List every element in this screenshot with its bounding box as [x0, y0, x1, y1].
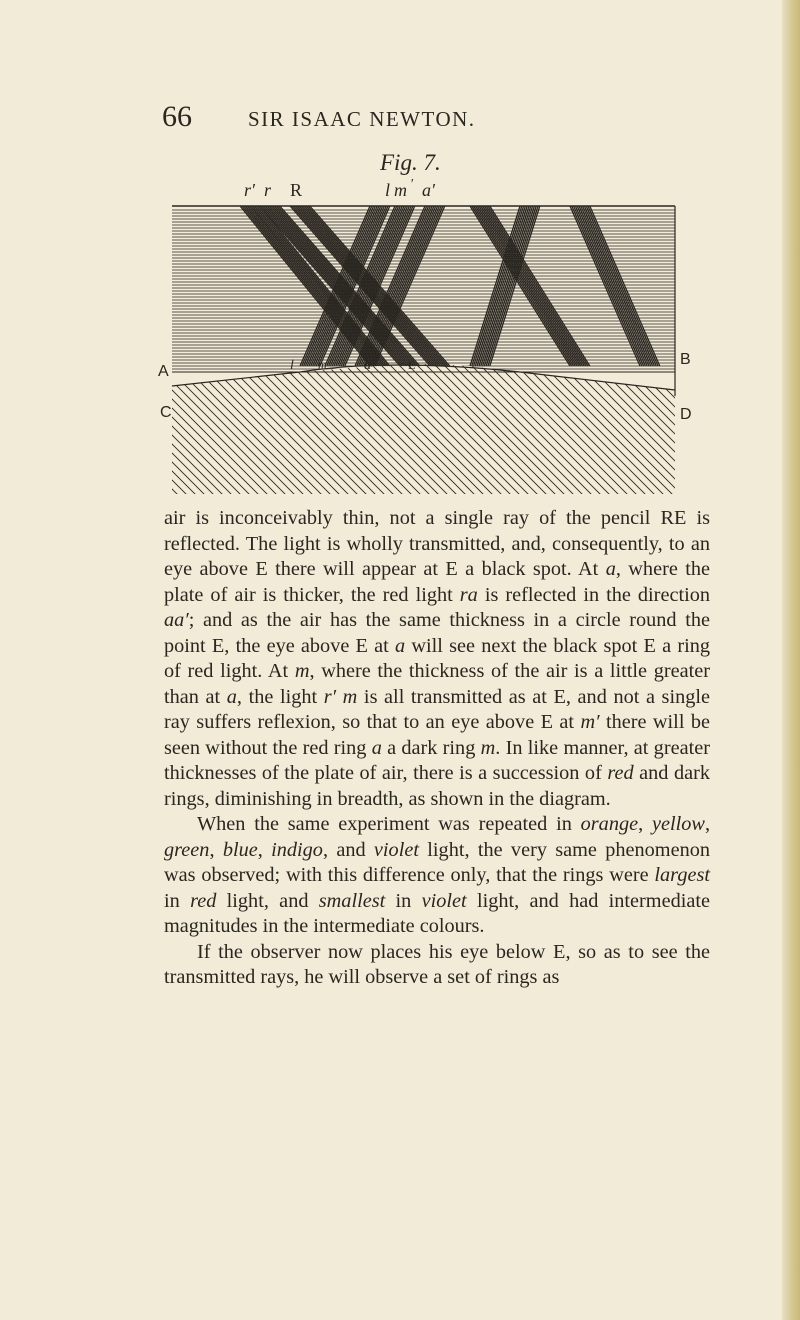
hatch-line [678, 356, 720, 496]
inner-label-E: E [408, 358, 416, 372]
hatch-line [417, 356, 557, 496]
page-edge [782, 0, 800, 1320]
italic-run: indigo [271, 838, 323, 861]
italic-run: a [226, 685, 237, 708]
text-run: ; and as the air has the same thickness in a circle round the point E, the eye above E at [164, 609, 710, 657]
text-run: will see next the black spot E a ring of red light. At [164, 634, 710, 682]
inner-label-l: l [290, 358, 294, 373]
hatch-line [534, 356, 674, 496]
text-run: there will be seen without the red ring [164, 711, 710, 759]
hatch-line [201, 356, 341, 496]
hatch-line [354, 356, 494, 496]
lower-glass-lens [140, 356, 720, 496]
text-run: , [209, 838, 223, 861]
text-run: light, the very same phenomenon was observed; with this difference only, that the rings were [164, 838, 711, 886]
hatch-line [318, 356, 458, 496]
hatch-line [687, 356, 720, 496]
hatch-line [714, 356, 720, 496]
text-run: is all transmitted as at E, and not a single ray suffers reflexion, so that to an eye above E at [164, 685, 711, 733]
italic-run: red [190, 889, 217, 912]
body-text [164, 506, 710, 991]
hatch-line [192, 356, 332, 496]
italic-run: a [605, 558, 616, 580]
text-run: , [257, 838, 272, 861]
italic-run: a [371, 736, 382, 759]
italic-run: blue [222, 838, 258, 861]
label-D: D [680, 406, 692, 423]
hatch-line [309, 356, 449, 496]
hatch-line [282, 356, 422, 496]
text-run: in [385, 889, 422, 912]
italic-run: r′ m [323, 685, 358, 708]
hatch-line [140, 356, 215, 496]
hatch-line [140, 356, 242, 496]
hatch-line [140, 356, 251, 496]
label-A: A [158, 363, 169, 380]
text-run: . In like manner, at greater thicknesses of the plate of air, there is a succession of [164, 736, 710, 784]
hatch-line [327, 356, 467, 496]
hatch-line [246, 356, 386, 496]
hatch-line [210, 356, 350, 496]
figure-caption: Fig. 7. [380, 150, 441, 175]
italic-run: green [164, 838, 210, 861]
text-run: If the observer now places his eye below E, so as to see the transmitted rays, he will observe a set of rings as [164, 940, 710, 988]
hatch-line [174, 356, 314, 496]
hatch-line [507, 356, 647, 496]
italic-run: smallest [318, 889, 386, 912]
text-run: air is inconceivably thin, not a single ray of the pencil RE is reflected. The light is wholly transmitted, and, consequently, to an eye above E there will appear at E a black spot. At [164, 507, 710, 580]
italic-run: a [395, 634, 406, 657]
text-run: light, and [216, 889, 319, 912]
hatch-line [291, 356, 431, 496]
italic-run: violet [373, 838, 419, 861]
hatch-line [156, 356, 296, 496]
label-a-prime: a′ [422, 180, 435, 200]
hatch-line [140, 356, 233, 496]
hatch-line [390, 356, 530, 496]
hatch-line [140, 356, 143, 496]
hatch-line [642, 356, 720, 496]
page-header [162, 100, 728, 134]
hatch-line [570, 356, 710, 496]
hatch-line [552, 356, 692, 496]
text-run: a dark ring [381, 736, 481, 759]
hatch-line [471, 356, 611, 496]
paragraph [164, 940, 710, 991]
paragraph [164, 812, 710, 940]
hatch-line [363, 356, 503, 496]
hatch-line [264, 356, 404, 496]
italic-run: orange [580, 813, 639, 835]
inner-label-m: m [318, 358, 327, 372]
figure-7-diagram [140, 176, 720, 496]
hatch-line [408, 356, 548, 496]
text-run: , and [322, 838, 374, 861]
hatch-line [165, 356, 305, 496]
italic-run: m [480, 736, 496, 759]
hatch-line [624, 356, 720, 496]
hatch-line [140, 356, 152, 496]
italic-run: ra [459, 583, 478, 606]
hatch-line [381, 356, 521, 496]
text-run: , where the plate of air is thicker, the red light [164, 558, 710, 606]
hatch-line [336, 356, 476, 496]
text-run: and dark rings, diminishing in breadth, as shown in the diagram. [164, 762, 710, 810]
hatch-line [525, 356, 665, 496]
inner-label-a: a [364, 358, 371, 373]
hatch-line [462, 356, 602, 496]
text-run: light, and had intermediate magnitudes in the intermediate colours. [164, 889, 710, 937]
italic-run: m′ [580, 711, 600, 733]
hatch-line [660, 356, 720, 496]
text-run: , the light [236, 685, 324, 708]
page-number: 66 [162, 100, 192, 133]
label-r-prime: r′ [244, 180, 255, 200]
label-r: r [264, 180, 272, 200]
hatch-line [435, 356, 575, 496]
label-C: C [160, 404, 172, 421]
text-run: is reflected in the direction [477, 583, 710, 606]
hatch-line [705, 356, 720, 496]
label-l: l [385, 180, 391, 200]
text-run: , where the thickness of the air is a little greater than at [164, 660, 710, 708]
hatch-line [255, 356, 395, 496]
text-run: , [704, 813, 711, 835]
italic-run: m [294, 660, 310, 682]
hatch-line [606, 356, 720, 496]
hatch-line [561, 356, 701, 496]
hatch-line [453, 356, 593, 496]
hatch-line [399, 356, 539, 496]
hatch-line [633, 356, 720, 496]
italic-run: yellow [651, 813, 705, 835]
hatch-line [345, 356, 485, 496]
hatch-line [426, 356, 566, 496]
hatch-line [219, 356, 359, 496]
hatch-line [140, 356, 206, 496]
hatch-line [372, 356, 512, 496]
hatch-line [300, 356, 440, 496]
hatch-line [696, 356, 720, 496]
italic-run: violet [421, 889, 467, 912]
text-run: When the same experiment was repeated in [197, 813, 581, 835]
text-run: in [164, 889, 191, 912]
text-run: , [638, 813, 652, 835]
hatch-line [579, 356, 719, 496]
label-R: R [290, 180, 303, 200]
hatch-line [273, 356, 416, 496]
hatch-line [480, 356, 620, 496]
running-head: SIR ISAAC NEWTON. [248, 107, 476, 131]
label-B: B [680, 351, 691, 368]
paragraph [164, 506, 710, 812]
hatch-line [651, 356, 720, 496]
italic-run: aa′ [164, 609, 189, 631]
label-m: m [394, 180, 407, 200]
hatch-line [516, 356, 656, 496]
hatch-line [669, 356, 720, 496]
italic-run: largest [654, 864, 710, 886]
label-m-prime-mark: ′ [410, 177, 414, 192]
italic-run: red [607, 762, 634, 784]
